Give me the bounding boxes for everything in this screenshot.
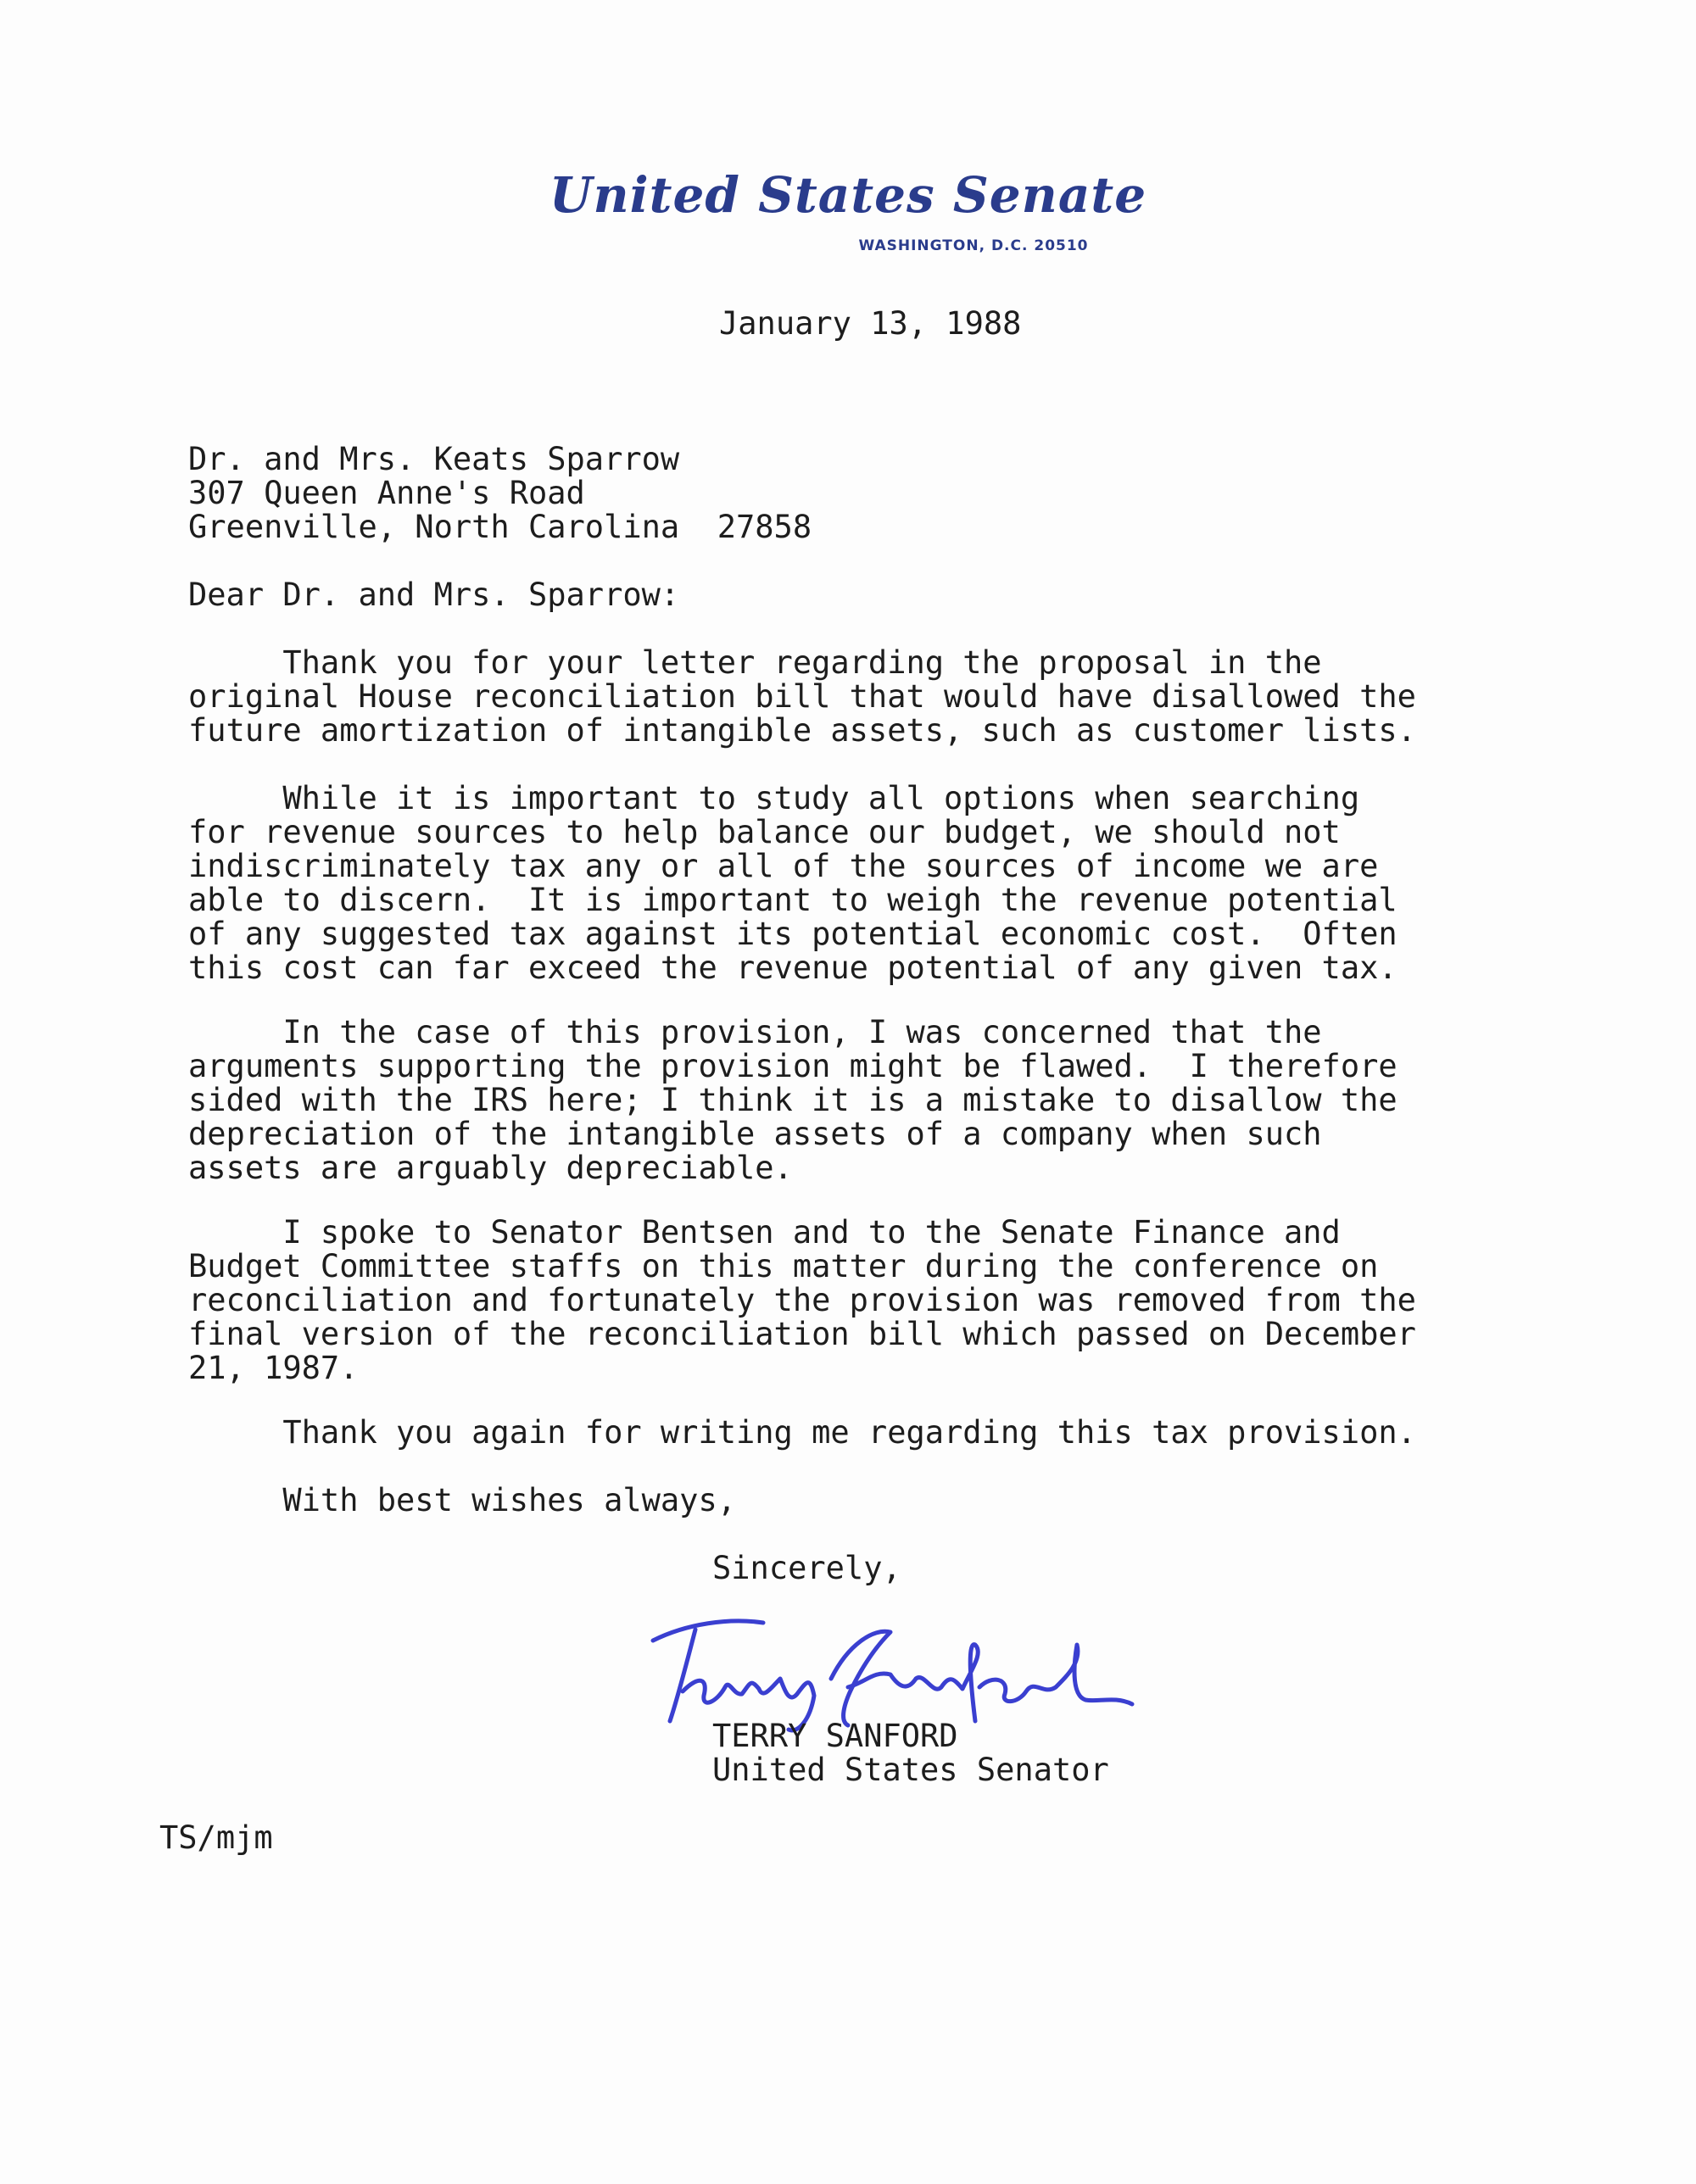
handwritten-signature <box>636 1594 1145 1738</box>
paragraph-4: I spoke to Senator Bentsen and to the Senate Finance and Budget Committee staffs on this matter during the conference on reconciliation and fortunately the provision was removed from the final version of the reconciliation bill which passed on December 21, 1987. <box>188 1214 1416 1386</box>
typist-initials: TS/mjm <box>159 1819 273 1856</box>
recipient-city: Greenville, North Carolina 27858 <box>188 509 812 545</box>
paragraph-2: While it is important to study all options when searching for revenue sources to help balance our budget, we should not indiscriminately tax any or all of the sources of income we are able to discern. It is important to weigh the revenue potential of any suggested tax against its potential economic cost. Often this cost can far exceed the revenue potential of any given tax. <box>188 780 1398 986</box>
salutation: Dear Dr. and Mrs. Sparrow: <box>188 577 680 613</box>
letter-date: January 13, 1988 <box>719 305 1022 342</box>
signer-title: United States Senator <box>712 1752 1109 1788</box>
signer-name: TERRY SANFORD <box>712 1718 958 1754</box>
closing: Sincerely, <box>712 1550 901 1586</box>
paragraph-5: Thank you again for writing me regarding this tax provision. <box>188 1414 1416 1451</box>
paragraph-3: In the case of this provision, I was concerned that the arguments supporting the provision might be flawed. I therefore sided with the IRS here; I think it is a mistake to disallow the depreciation of the intangible assets of a company when such assets are arguably depreciable. <box>188 1014 1398 1186</box>
paragraph-1: Thank you for your letter regarding the proposal in the original House reconciliation bill that would have disallowed the future amortization of intangible assets, such as customer lists. <box>188 644 1416 749</box>
letterhead-title: United States Senate <box>549 166 1147 224</box>
recipient-address <box>188 443 812 544</box>
paragraph-6: With best wishes always, <box>188 1482 737 1518</box>
letterhead-address: WASHINGTON, D.C. 20510 <box>858 237 1089 254</box>
recipient-street: 307 Queen Anne's Road <box>188 475 585 511</box>
recipient-name: Dr. and Mrs. Keats Sparrow <box>188 441 680 477</box>
